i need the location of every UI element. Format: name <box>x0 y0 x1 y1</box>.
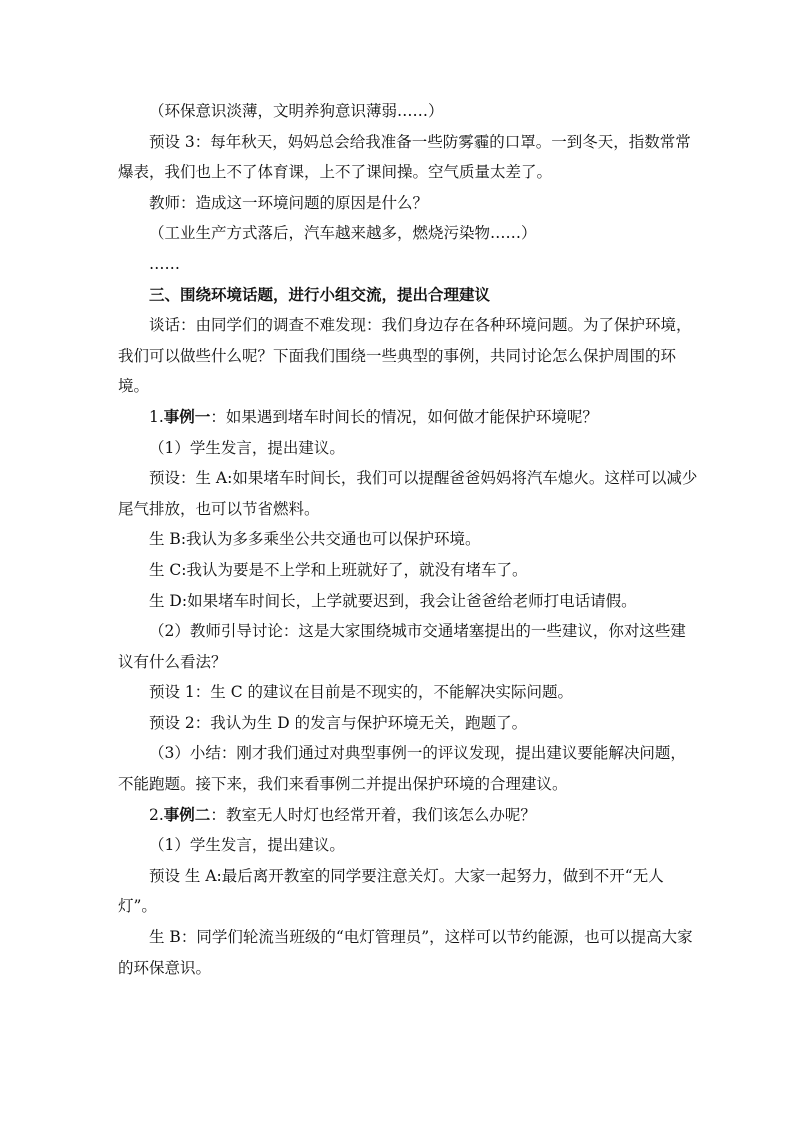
paragraph-step-1b: （1）学生发言，提出建议。 <box>149 836 345 855</box>
paragraph-teacher-question: 教师：造成这一环境问题的原因是什么？ <box>149 193 429 212</box>
paragraph-talk: 谈话：由同学们的调查不难发现：我们身边存在各种环境问题。为了保护环境，我们可以做些什么呢？下面我们围绕一些典型的事例，共同讨论怎么保护周围的环境。 <box>118 316 692 396</box>
paragraph-case-two <box>118 800 698 831</box>
paragraph-ellipsis: …… <box>149 254 180 273</box>
paragraph-case-two-student-b: 生 B：同学们轮流当班级的“电灯管理员”，这样可以节约能源，也可以提高大家的环保意识。 <box>118 928 693 977</box>
case-one-text: ：如果遇到堵车时间长的情况，如何做才能保护环境呢？ <box>210 407 598 426</box>
paragraph-preset-1: 预设 1：生 C 的建议在目前是不现实的，不能解决实际问题。 <box>149 683 574 702</box>
paragraph-student-b: 生 B:我认为多多乘坐公共交通也可以保护环境。 <box>149 530 481 549</box>
paragraph-case-two-student-a: 预设 生 A:最后离开教室的同学要注意关灯。大家一起努力，做到不开“无人灯”。 <box>118 866 664 916</box>
paragraph-step-2: （2）教师引导讨论：这是大家围绕城市交通堵塞提出的一些建议，你对这些建议有什么看法？ <box>118 622 686 671</box>
case-one-number: 1. <box>149 407 164 426</box>
paragraph-preset-2: 预设 2：我认为生 D 的发言与保护环境无关，跑题了。 <box>149 713 528 732</box>
paragraph-step-1a: （1）学生发言，提出建议。 <box>149 438 345 457</box>
paragraph-note-causes: （工业生产方式落后，汽车越来越多，燃烧污染物……） <box>149 224 537 243</box>
case-two-label: 事例二 <box>163 804 211 824</box>
paragraph-preset-3: 预设 3：每年秋天，妈妈总会给我准备一些防雾霾的口罩。一到冬天，指数常常爆表，我们也上不了体育课，上不了课间操。空气质量太差了。 <box>118 132 691 182</box>
paragraph-case-one <box>118 402 698 433</box>
case-one-label: 事例一 <box>163 406 211 426</box>
paragraph-student-c: 生 C:我认为要是不上学和上班就好了，就没有堵车了。 <box>149 560 528 579</box>
paragraph-student-a: 预设：生 A:如果堵车时间长，我们可以提醒爸爸妈妈将汽车熄火。这样可以减少尾气排放，也可以节省燃料。 <box>118 469 698 518</box>
paragraph-student-d: 生 D:如果堵车时间长，上学就要迟到，我会让爸爸给老师打电话请假。 <box>149 591 637 610</box>
section-heading-three: 三、围绕环境话题，进行小组交流，提出合理建议 <box>149 284 491 304</box>
case-two-text: ：教室无人时灯也经常开着，我们该怎么办呢？ <box>210 805 536 824</box>
paragraph-summary: （3）小结：刚才我们通过对典型事例一的评议发现，提出建议要能解决问题，不能跑题。接下来，我们来看事例二并提出保护环境的合理建议。 <box>118 744 686 794</box>
document-body <box>118 96 698 983</box>
case-two-number: 2. <box>149 805 164 824</box>
paragraph-note-awareness: （环保意识淡薄，文明养狗意识薄弱……） <box>149 102 444 120</box>
